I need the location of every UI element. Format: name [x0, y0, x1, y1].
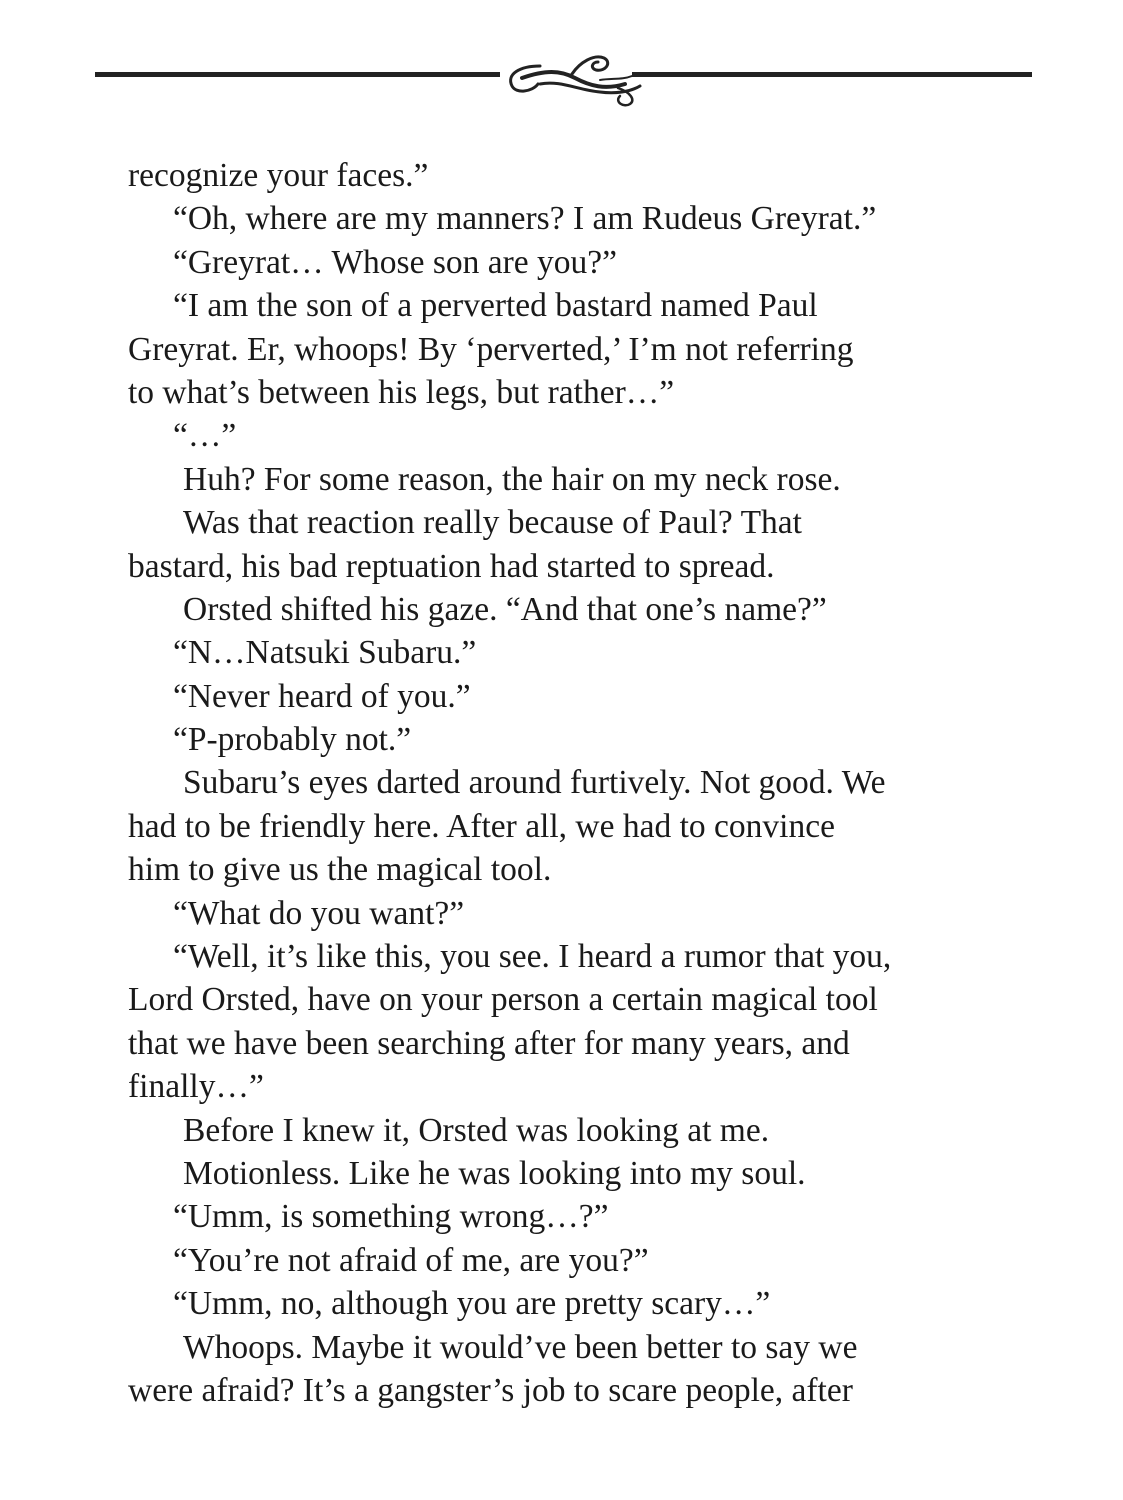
text-line: Was that reaction really because of Paul? That — [183, 504, 802, 542]
text-line: “I am the son of a perverted bastard named Paul — [173, 287, 818, 325]
text-line: had to be friendly here. After all, we had to convince — [128, 807, 835, 845]
text-line: Motionless. Like he was looking into my soul. — [183, 1154, 806, 1192]
text-line: Whoops. Maybe it would’ve been better to say we — [183, 1328, 858, 1366]
text-line: recognize your faces.” — [128, 157, 429, 194]
text-line: “Never heard of you.” — [173, 677, 471, 715]
text-line: “Oh, where are my manners? I am Rudeus Greyrat.” — [173, 200, 877, 238]
text-line: were afraid? It’s a gangster’s job to scare people, after — [128, 1371, 853, 1409]
body-text — [128, 154, 998, 1412]
text-line: “What do you want?” — [173, 894, 465, 932]
text-line: “…” — [173, 417, 237, 455]
text-line: Before I knew it, Orsted was looking at me. — [183, 1111, 770, 1149]
text-line: “Well, it’s like this, you see. I heard a rumor that you, — [173, 938, 892, 976]
text-line: “Greyrat… Whose son are you?” — [173, 243, 618, 281]
text-line: “P-probably not.” — [173, 721, 412, 759]
text-line: “Umm, no, although you are pretty scary…” — [173, 1285, 771, 1323]
text-line: Orsted shifted his gaze. “And that one’s name?” — [183, 590, 827, 628]
text-line: Lord Orsted, have on your person a certain magical tool — [128, 981, 878, 1019]
text-line: Subaru’s eyes darted around furtively. Not good. We — [183, 764, 886, 802]
text-line: that we have been searching after for many years, and — [128, 1024, 850, 1062]
flourish-ornament-icon — [0, 40, 1123, 110]
text-line: finally…” — [128, 1068, 264, 1106]
text-line: “N…Natsuki Subaru.” — [173, 634, 477, 672]
text-line: to what’s between his legs, but rather…” — [128, 373, 675, 411]
text-line: bastard, his bad reptuation had started to spread. — [128, 547, 775, 585]
text-line: “Umm, is something wrong…?” — [173, 1198, 609, 1236]
text-line: Greyrat. Er, whoops! By ‘perverted,’ I’m not referring — [128, 330, 854, 368]
text-line: “You’re not afraid of me, are you?” — [173, 1241, 649, 1279]
text-line: Huh? For some reason, the hair on my neck rose. — [183, 460, 841, 498]
text-line: him to give us the magical tool. — [128, 851, 552, 889]
